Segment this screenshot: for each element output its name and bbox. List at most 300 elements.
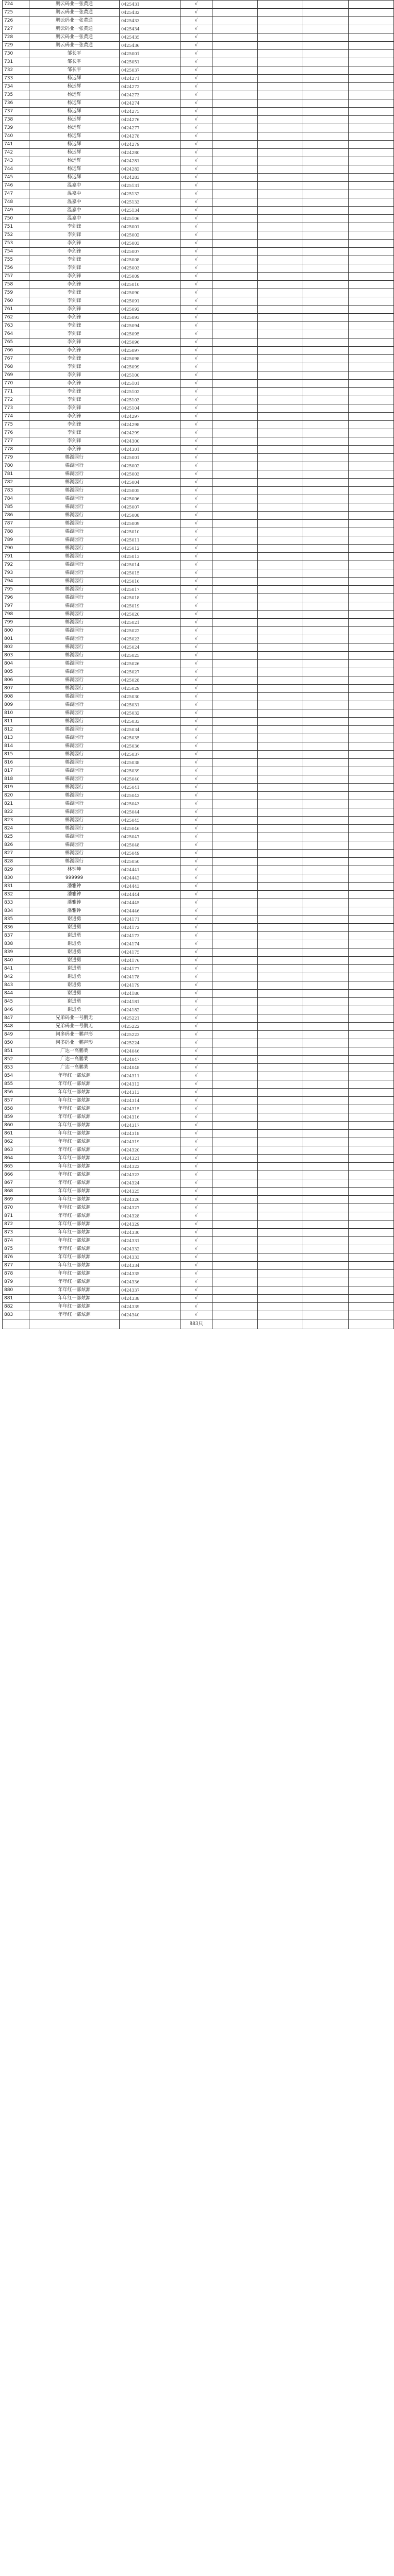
table-row [3, 479, 394, 487]
blank-cell [303, 1221, 349, 1229]
blank-cell [349, 322, 394, 330]
blank-cell [349, 17, 394, 25]
blank-cell [212, 1303, 258, 1311]
blank-cell [258, 545, 303, 553]
table-row [3, 916, 394, 924]
blank-cell [212, 297, 258, 306]
blank-cell [212, 1221, 258, 1229]
owner-name: 杨远辉 [29, 132, 120, 141]
blank-cell [212, 1006, 258, 1014]
table-row [3, 413, 394, 421]
owner-name: 年年红一部炫源 [29, 1089, 120, 1097]
owner-name: 李剑锋 [29, 248, 120, 256]
blank-cell [349, 1097, 394, 1105]
blank-cell [212, 190, 258, 198]
check-mark: √ [180, 841, 212, 850]
blank-cell [258, 149, 303, 157]
table-row [3, 91, 394, 99]
check-mark: √ [180, 388, 212, 396]
blank-cell [303, 437, 349, 446]
check-mark: √ [180, 553, 212, 561]
blank-cell [258, 1097, 303, 1105]
blank-cell [258, 289, 303, 297]
owner-name: 棉湖园行 [29, 751, 120, 759]
owner-name: 李剑锋 [29, 256, 120, 264]
blank-cell [258, 536, 303, 545]
ring-number: 0425031 [120, 701, 180, 709]
blank-cell [258, 1262, 303, 1270]
ring-number: 0425029 [120, 685, 180, 693]
table-row [3, 50, 394, 58]
ring-number: 0425049 [120, 850, 180, 858]
blank-cell [349, 462, 394, 470]
blank-cell [349, 33, 394, 42]
blank-cell [212, 66, 258, 75]
ring-number: 0424311 [120, 1072, 180, 1080]
blank-cell [349, 1245, 394, 1253]
check-mark: √ [180, 586, 212, 594]
blank-cell [349, 883, 394, 891]
check-mark: √ [180, 165, 212, 174]
blank-cell [349, 1138, 394, 1146]
blank-cell [258, 388, 303, 396]
blank-cell [258, 825, 303, 833]
row-number: 725 [3, 9, 29, 17]
blank-cell [349, 1196, 394, 1204]
blank-cell [212, 874, 258, 883]
blank-cell [212, 306, 258, 314]
table-row [3, 685, 394, 693]
table-row [3, 1303, 394, 1311]
blank-cell [349, 1039, 394, 1047]
check-mark: √ [180, 231, 212, 240]
row-number: 778 [3, 446, 29, 454]
blank-cell [349, 363, 394, 371]
row-number: 845 [3, 998, 29, 1006]
owner-name: 李剑锋 [29, 264, 120, 273]
blank-cell [349, 553, 394, 561]
table-row [3, 660, 394, 668]
check-mark: √ [180, 1113, 212, 1122]
row-number: 808 [3, 693, 29, 701]
ring-number: 0425002 [120, 462, 180, 470]
owner-name: 阿多码业一鹏声形 [29, 1031, 120, 1039]
check-mark: √ [180, 1006, 212, 1014]
table-row [3, 182, 394, 190]
check-mark: √ [180, 1138, 212, 1146]
blank-cell [258, 1204, 303, 1212]
ring-number: 0424172 [120, 924, 180, 932]
row-number: 752 [3, 231, 29, 240]
blank-cell [349, 1146, 394, 1155]
blank-cell [258, 231, 303, 240]
ring-number: 0425003 [120, 470, 180, 479]
blank-cell [349, 784, 394, 792]
ring-number: 0424277 [120, 124, 180, 132]
check-mark: √ [180, 635, 212, 643]
blank-cell [303, 165, 349, 174]
blank-cell [303, 198, 349, 207]
blank-cell [303, 66, 349, 75]
check-mark: √ [180, 948, 212, 957]
check-mark: √ [180, 479, 212, 487]
ring-number: 0425095 [120, 330, 180, 338]
blank-cell [212, 1286, 258, 1295]
table-row [3, 734, 394, 742]
blank-cell [212, 883, 258, 891]
check-mark: √ [180, 454, 212, 462]
blank-cell [349, 1, 394, 9]
blank-cell [212, 487, 258, 495]
table-row [3, 174, 394, 182]
row-number: 731 [3, 58, 29, 66]
ring-number: 0424325 [120, 1188, 180, 1196]
ring-number: 0425038 [120, 759, 180, 767]
owner-name: 棉湖园行 [29, 520, 120, 528]
check-mark: √ [180, 289, 212, 297]
ring-number: 0425132 [120, 190, 180, 198]
ring-number: 0424271 [120, 75, 180, 83]
blank-cell [349, 1278, 394, 1286]
blank-cell [258, 1188, 303, 1196]
row-number: 857 [3, 1097, 29, 1105]
blank-cell [212, 1130, 258, 1138]
owner-name: 棉湖园行 [29, 775, 120, 784]
blank-cell [303, 91, 349, 99]
row-number: 847 [3, 1014, 29, 1023]
owner-name: 棉湖园行 [29, 602, 120, 611]
blank-cell [258, 1014, 303, 1023]
ring-number: 0425102 [120, 388, 180, 396]
blank-cell [349, 545, 394, 553]
check-mark: √ [180, 248, 212, 256]
blank-cell [349, 108, 394, 116]
blank-cell [349, 75, 394, 83]
blank-cell [212, 215, 258, 223]
check-mark: √ [180, 83, 212, 91]
blank-cell [212, 1311, 258, 1319]
blank-cell [349, 347, 394, 355]
owner-name: 棉湖园行 [29, 767, 120, 775]
check-mark: √ [180, 1253, 212, 1262]
owner-name: 杨远辉 [29, 174, 120, 182]
blank-cell [258, 965, 303, 973]
blank-cell [212, 990, 258, 998]
row-number: 770 [3, 380, 29, 388]
owner-name: 李剑锋 [29, 273, 120, 281]
check-mark: √ [180, 215, 212, 223]
row-number: 772 [3, 396, 29, 404]
table-row [3, 42, 394, 50]
blank-cell [212, 396, 258, 404]
table-row [3, 487, 394, 495]
check-mark: √ [180, 1155, 212, 1163]
row-number: 761 [3, 306, 29, 314]
owner-name: 棉湖园行 [29, 709, 120, 718]
ring-number: 0425023 [120, 635, 180, 643]
owner-name: 邹长平 [29, 50, 120, 58]
table-row [3, 1, 394, 9]
ring-number: 0425037 [120, 66, 180, 75]
blank-cell [212, 916, 258, 924]
blank-cell [303, 330, 349, 338]
blank-cell [349, 635, 394, 643]
blank-cell [303, 858, 349, 866]
blank-cell [212, 421, 258, 429]
owner-name: 棉湖园行 [29, 718, 120, 726]
ring-number: 0425098 [120, 355, 180, 363]
blank-cell [303, 1163, 349, 1171]
check-mark: √ [180, 174, 212, 182]
blank-cell [303, 446, 349, 454]
blank-cell [258, 281, 303, 289]
blank-cell [258, 619, 303, 627]
blank-cell [349, 1014, 394, 1023]
blank-cell [349, 891, 394, 899]
row-number: 734 [3, 83, 29, 91]
blank-cell [212, 1229, 258, 1237]
ring-number: 0424332 [120, 1245, 180, 1253]
blank-cell [303, 207, 349, 215]
blank-cell [349, 1072, 394, 1080]
owner-name: 棉湖园行 [29, 858, 120, 866]
blank-cell [303, 108, 349, 116]
blank-cell [303, 479, 349, 487]
check-mark: √ [180, 1039, 212, 1047]
owner-name: 李剑锋 [29, 388, 120, 396]
check-mark: √ [180, 1105, 212, 1113]
check-mark: √ [180, 1221, 212, 1229]
blank-cell [258, 685, 303, 693]
blank-cell [258, 396, 303, 404]
owner-name: 年年红一部炫源 [29, 1303, 120, 1311]
check-mark: √ [180, 1064, 212, 1072]
row-number: 765 [3, 338, 29, 347]
check-mark: √ [180, 314, 212, 322]
row-number: 724 [3, 1, 29, 9]
blank-cell [212, 1105, 258, 1113]
ring-number: 0424177 [120, 965, 180, 973]
owner-name: 潘雅钟 [29, 907, 120, 916]
blank-cell [303, 808, 349, 817]
ring-number: 0425008 [120, 256, 180, 264]
blank-cell [349, 124, 394, 132]
blank-cell [212, 273, 258, 281]
blank-cell [258, 1221, 303, 1229]
check-mark: √ [180, 569, 212, 578]
owner-name: 棉湖园行 [29, 850, 120, 858]
table-row [3, 693, 394, 701]
blank-cell [349, 207, 394, 215]
check-mark: √ [180, 1056, 212, 1064]
blank-cell [303, 1188, 349, 1196]
blank-cell [212, 973, 258, 981]
check-mark: √ [180, 338, 212, 347]
table-row [3, 437, 394, 446]
ring-number: 0425036 [120, 742, 180, 751]
check-mark: √ [180, 1303, 212, 1311]
ring-number: 0425097 [120, 347, 180, 355]
table-row [3, 1188, 394, 1196]
blank-cell [349, 437, 394, 446]
blank-cell [258, 1229, 303, 1237]
table-row [3, 347, 394, 355]
ring-number: 0424326 [120, 1196, 180, 1204]
table-row [3, 446, 394, 454]
owner-name: 鹏云码业一张黄通 [29, 33, 120, 42]
blank-cell [212, 91, 258, 99]
blank-cell [212, 1039, 258, 1047]
blank-cell [349, 751, 394, 759]
row-number: 821 [3, 800, 29, 808]
blank-cell [258, 916, 303, 924]
blank-cell [258, 371, 303, 380]
row-number: 801 [3, 635, 29, 643]
blank-cell [349, 454, 394, 462]
blank-cell [212, 50, 258, 58]
check-mark: √ [180, 1031, 212, 1039]
check-mark: √ [180, 965, 212, 973]
row-number: 775 [3, 421, 29, 429]
ring-number: 0425009 [120, 520, 180, 528]
table-row [3, 1023, 394, 1031]
check-mark: √ [180, 1245, 212, 1253]
row-number: 843 [3, 981, 29, 990]
blank-cell [212, 858, 258, 866]
owner-name: 潘雅钟 [29, 891, 120, 899]
blank-cell [349, 330, 394, 338]
check-mark: √ [180, 1188, 212, 1196]
blank-cell [349, 1204, 394, 1212]
blank-cell [212, 240, 258, 248]
ring-number: 0425033 [120, 718, 180, 726]
ring-number: 0425040 [120, 775, 180, 784]
owner-name: 棉湖园行 [29, 784, 120, 792]
row-number: 754 [3, 248, 29, 256]
row-number: 820 [3, 792, 29, 800]
table-row [3, 957, 394, 965]
table-row [3, 58, 394, 66]
table-row [3, 1196, 394, 1204]
blank-cell [349, 1212, 394, 1221]
table-row [3, 858, 394, 866]
check-mark: √ [180, 734, 212, 742]
table-row [3, 1237, 394, 1245]
table-row [3, 611, 394, 619]
row-number: 805 [3, 668, 29, 676]
blank-cell [303, 50, 349, 58]
check-mark: √ [180, 1089, 212, 1097]
owner-name: 杨远辉 [29, 83, 120, 91]
ring-number: 0425002 [120, 231, 180, 240]
blank-cell [258, 1212, 303, 1221]
blank-cell [303, 413, 349, 421]
ring-number: 0425131 [120, 182, 180, 190]
ring-number: 0424282 [120, 165, 180, 174]
row-number: 803 [3, 652, 29, 660]
owner-name: 棉湖园行 [29, 528, 120, 536]
check-mark: √ [180, 916, 212, 924]
blank-cell [212, 174, 258, 182]
blank-cell [349, 973, 394, 981]
row-number: 738 [3, 116, 29, 124]
blank-cell [303, 75, 349, 83]
blank-cell [349, 726, 394, 734]
owner-name: 棉湖园行 [29, 619, 120, 627]
table-row [3, 1278, 394, 1286]
blank-cell [303, 1006, 349, 1014]
blank-cell [303, 685, 349, 693]
blank-cell [258, 25, 303, 33]
blank-cell [349, 1163, 394, 1171]
owner-name: 棉湖园行 [29, 495, 120, 503]
blank-cell [349, 586, 394, 594]
blank-cell [258, 858, 303, 866]
blank-cell [303, 17, 349, 25]
table-row [3, 866, 394, 874]
blank-cell [258, 248, 303, 256]
owner-name: 李剑锋 [29, 396, 120, 404]
blank-cell [212, 1023, 258, 1031]
ring-number: 0425037 [120, 751, 180, 759]
blank-cell [303, 899, 349, 907]
blank-cell [303, 553, 349, 561]
blank-cell [303, 1295, 349, 1303]
blank-cell [349, 578, 394, 586]
table-row [3, 784, 394, 792]
row-number: 806 [3, 676, 29, 685]
blank-cell [303, 1047, 349, 1056]
row-number: 809 [3, 701, 29, 709]
blank-cell [349, 297, 394, 306]
check-mark: √ [180, 17, 212, 25]
table-row [3, 1286, 394, 1295]
row-number: 877 [3, 1262, 29, 1270]
blank-cell [212, 165, 258, 174]
blank-cell [349, 1155, 394, 1163]
blank-cell [303, 981, 349, 990]
blank-cell [212, 314, 258, 322]
ring-number: 0425224 [120, 1039, 180, 1047]
table-row [3, 1072, 394, 1080]
blank-cell [212, 891, 258, 899]
table-row [3, 264, 394, 273]
blank-cell [212, 701, 258, 709]
blank-cell [212, 619, 258, 627]
blank-cell [258, 973, 303, 981]
row-number: 811 [3, 718, 29, 726]
ring-number: 0424327 [120, 1204, 180, 1212]
blank-cell [303, 569, 349, 578]
blank-cell [258, 1163, 303, 1171]
check-mark: √ [180, 141, 212, 149]
ring-number: 0424047 [120, 1056, 180, 1064]
table-row [3, 1155, 394, 1163]
blank-cell [212, 1014, 258, 1023]
check-mark: √ [180, 240, 212, 248]
check-mark: √ [180, 973, 212, 981]
blank-cell [258, 1089, 303, 1097]
table-row [3, 1130, 394, 1138]
blank-cell [258, 1023, 303, 1031]
table-row [3, 256, 394, 264]
check-mark: √ [180, 371, 212, 380]
owner-name: 年年红一部炫源 [29, 1113, 120, 1122]
row-number: 749 [3, 207, 29, 215]
check-mark: √ [180, 1, 212, 9]
blank-cell [212, 248, 258, 256]
blank-cell [258, 1196, 303, 1204]
